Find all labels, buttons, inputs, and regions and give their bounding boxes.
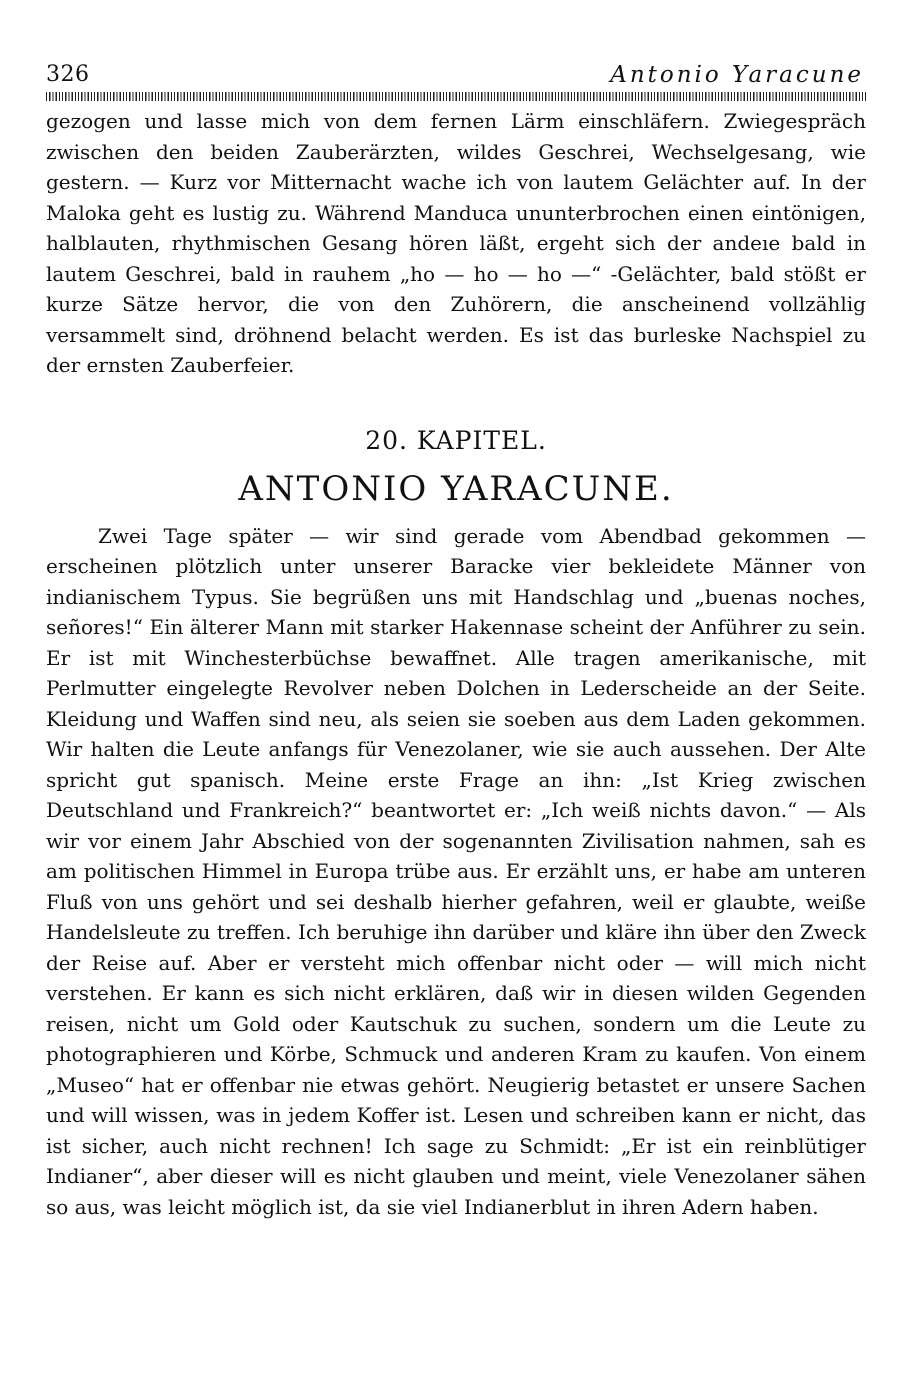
opening-paragraph: gezogen und lasse mich von dem fernen Lärm einschläfern. Zwiegespräch zwischen den beiden Zauberärzten, wildes Geschrei, Wechselgesang, wie gestern. — Kurz vor Mitternacht wache ich von lautem Gelächter auf. In der Maloka geht es lustig zu. Während Manduca ununterbrochen einen eintönigen, halblauten, rhythmischen Gesang hören läßt, ergeht sich der andeıe bald in lautem Geschrei, bald in rauhem „ho — ho — ho —“ -Gelächter, bald stößt er kurze Sätze hervor, die von den Zuhörern, die anscheinend vollzählig versammelt sind, dröhnend belacht werden. Es ist das burleske Nachspiel zu der ernsten Zauberfeier.: [46, 109, 866, 377]
chapter-paragraph: Zwei Tage später — wir sind gerade vom Abendbad gekommen — erscheinen plötzlich unter unserer Baracke vier bekleidete Männer von indianischem Typus. Sie begrüßen uns mit Handschlag und „buenas noches, señores!“ Ein älterer Mann mit starker Hakennase scheint der Anführer zu sein. Er ist mit Winchesterbüchse bewaffnet. Alle tragen amerikanische, mit Perlmutter eingelegte Revolver neben Dolchen in Lederscheide an der Seite. Kleidung und Waffen sind neu, als seien sie soeben aus dem Laden gekommen. Wir halten die Leute anfangs für Venezolaner, wie sie auch aussehen. Der Alte spricht gut spanisch. Meine erste Frage an ihn: „Ist Krieg zwischen Deutschland und Frankreich?“ beantwortet er: „Ich weiß nichts davon.“ — Als wir vor einem Jahr Abschied von der sogenannten Zivilisation nahmen, sah es am politischen Himmel in Europa trübe aus. Er erzählt uns, er habe am unteren Fluß von uns gehört und sei deshalb hierher gefahren, weil er glaubte, weiße Handelsleute zu treffen. Ich beruhige ihn darüber und kläre ihn über den Zweck der Reise auf. Aber er versteht mich offenbar nicht oder — will mich nicht verstehen. Er kann es sich nicht erklären, daß wir in diesen wilden Gegenden reisen, nicht um Gold oder Kautschuk zu suchen, sondern um die Leute zu photographieren und Körbe, Schmuck und anderen Kram zu kaufen. Von einem „Museo“ hat er offenbar nie etwas gehört. Neugierig betastet er unsere Sachen und will wissen, was in jedem Koffer ist. Lesen und schreiben kann er nicht, das ist sicher, auch nicht rechnen! Ich sage zu Schmidt: „Er ist ein reinblütiger Indianer“, aber dieser will es nicht glauben und meint, viele Venezolaner sähen so aus, was leicht möglich ist, da sie viel Indianerblut in ihren Adern haben.: [46, 523, 866, 1219]
chapter-number: 20. KAPITEL.: [365, 425, 547, 455]
chapter-title: ANTONIO YARACUNE.: [238, 468, 674, 509]
running-head: [46, 62, 866, 92]
header-rule: [46, 92, 866, 101]
book-page: [46, 62, 866, 1222]
page-number: 326: [46, 62, 90, 87]
running-title: Antonio Yaracune: [610, 62, 864, 88]
